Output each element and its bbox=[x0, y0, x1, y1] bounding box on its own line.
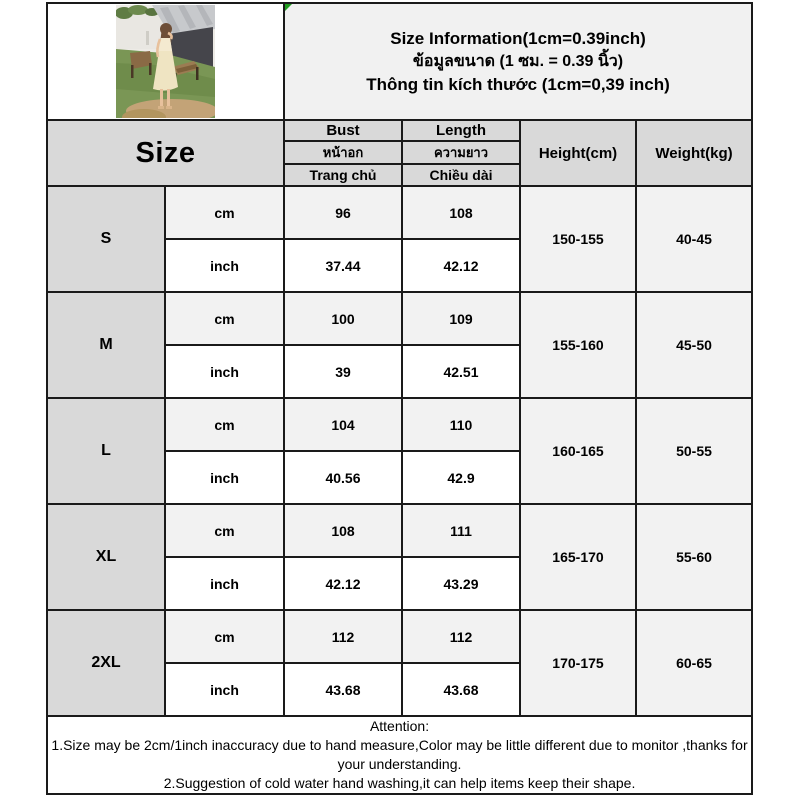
length-inch-value: 42.9 bbox=[402, 451, 520, 504]
unit-label-cm: cm bbox=[165, 398, 284, 451]
size-label: L bbox=[47, 398, 165, 504]
height-range: 150-155 bbox=[520, 186, 636, 292]
row-xl-cm bbox=[47, 504, 752, 557]
height-range: 170-175 bbox=[520, 610, 636, 716]
header-weight: Weight(kg) bbox=[636, 120, 752, 186]
bust-cm-value: 104 bbox=[284, 398, 402, 451]
bust-inch-value: 42.12 bbox=[284, 557, 402, 610]
product-photo-cell bbox=[47, 3, 284, 120]
title-cell bbox=[284, 3, 752, 120]
length-cm-value: 112 bbox=[402, 610, 520, 663]
length-cm-value: 108 bbox=[402, 186, 520, 239]
attention-line-1: 1.Size may be 2cm/1inch inaccuracy due to hand measure,Color may be little different due to monitor ,thanks for your understanding. bbox=[51, 737, 748, 772]
length-cm-value: 111 bbox=[402, 504, 520, 557]
size-label: S bbox=[47, 186, 165, 292]
title-english: Size Information(1cm=0.39inch) bbox=[390, 29, 646, 48]
bust-cm-value: 112 bbox=[284, 610, 402, 663]
row-s-cm bbox=[47, 186, 752, 239]
unit-label-inch: inch bbox=[165, 663, 284, 716]
weight-range: 55-60 bbox=[636, 504, 752, 610]
attention-title: Attention: bbox=[369, 718, 430, 734]
size-label: XL bbox=[47, 504, 165, 610]
size-table bbox=[46, 2, 753, 795]
header-height: Height(cm) bbox=[520, 120, 636, 186]
title-thai: ข้อมูลขนาด (1 ซม. = 0.39 นิ้ว) bbox=[412, 53, 624, 70]
header-bust-vi: Trang chủ bbox=[284, 164, 402, 186]
weight-range: 50-55 bbox=[636, 398, 752, 504]
attention-row bbox=[47, 716, 752, 794]
unit-label-cm: cm bbox=[165, 292, 284, 345]
row-l-cm bbox=[47, 398, 752, 451]
height-range: 160-165 bbox=[520, 398, 636, 504]
cell-flag-triangle-icon bbox=[285, 4, 292, 11]
length-inch-value: 43.29 bbox=[402, 557, 520, 610]
bust-inch-value: 39 bbox=[284, 345, 402, 398]
unit-label-cm: cm bbox=[165, 610, 284, 663]
unit-label-cm: cm bbox=[165, 186, 284, 239]
unit-label-inch: inch bbox=[165, 345, 284, 398]
header-length-th: ความยาว bbox=[402, 141, 520, 164]
header-size: Size bbox=[47, 120, 284, 186]
unit-label-cm: cm bbox=[165, 504, 284, 557]
header-length-en: Length bbox=[402, 120, 520, 141]
height-range: 155-160 bbox=[520, 292, 636, 398]
size-label: M bbox=[47, 292, 165, 398]
unit-label-inch: inch bbox=[165, 451, 284, 504]
row-2xl-cm bbox=[47, 610, 752, 663]
unit-label-inch: inch bbox=[165, 239, 284, 292]
bust-cm-value: 108 bbox=[284, 504, 402, 557]
length-inch-value: 43.68 bbox=[402, 663, 520, 716]
weight-range: 40-45 bbox=[636, 186, 752, 292]
header-bust-th: หน้าอก bbox=[284, 141, 402, 164]
length-cm-value: 109 bbox=[402, 292, 520, 345]
bust-inch-value: 37.44 bbox=[284, 239, 402, 292]
unit-label-inch: inch bbox=[165, 557, 284, 610]
title-vietnamese: Thông tin kích thước (1cm=0,39 inch) bbox=[366, 75, 670, 94]
bust-inch-value: 40.56 bbox=[284, 451, 402, 504]
weight-range: 60-65 bbox=[636, 610, 752, 716]
row-m-cm bbox=[47, 292, 752, 345]
bust-cm-value: 100 bbox=[284, 292, 402, 345]
header-row-en bbox=[47, 120, 752, 141]
length-cm-value: 110 bbox=[402, 398, 520, 451]
header-length-vi: Chiều dài bbox=[402, 164, 520, 186]
bust-inch-value: 43.68 bbox=[284, 663, 402, 716]
attention-cell bbox=[47, 716, 752, 794]
length-inch-value: 42.12 bbox=[402, 239, 520, 292]
attention-line-2: 2.Suggestion of cold water hand washing,it can help items keep their shape. bbox=[163, 775, 636, 791]
model-photo bbox=[116, 5, 215, 118]
length-inch-value: 42.51 bbox=[402, 345, 520, 398]
header-bust-en: Bust bbox=[284, 120, 402, 141]
size-label: 2XL bbox=[47, 610, 165, 716]
height-range: 165-170 bbox=[520, 504, 636, 610]
weight-range: 45-50 bbox=[636, 292, 752, 398]
bust-cm-value: 96 bbox=[284, 186, 402, 239]
top-row bbox=[47, 3, 752, 120]
